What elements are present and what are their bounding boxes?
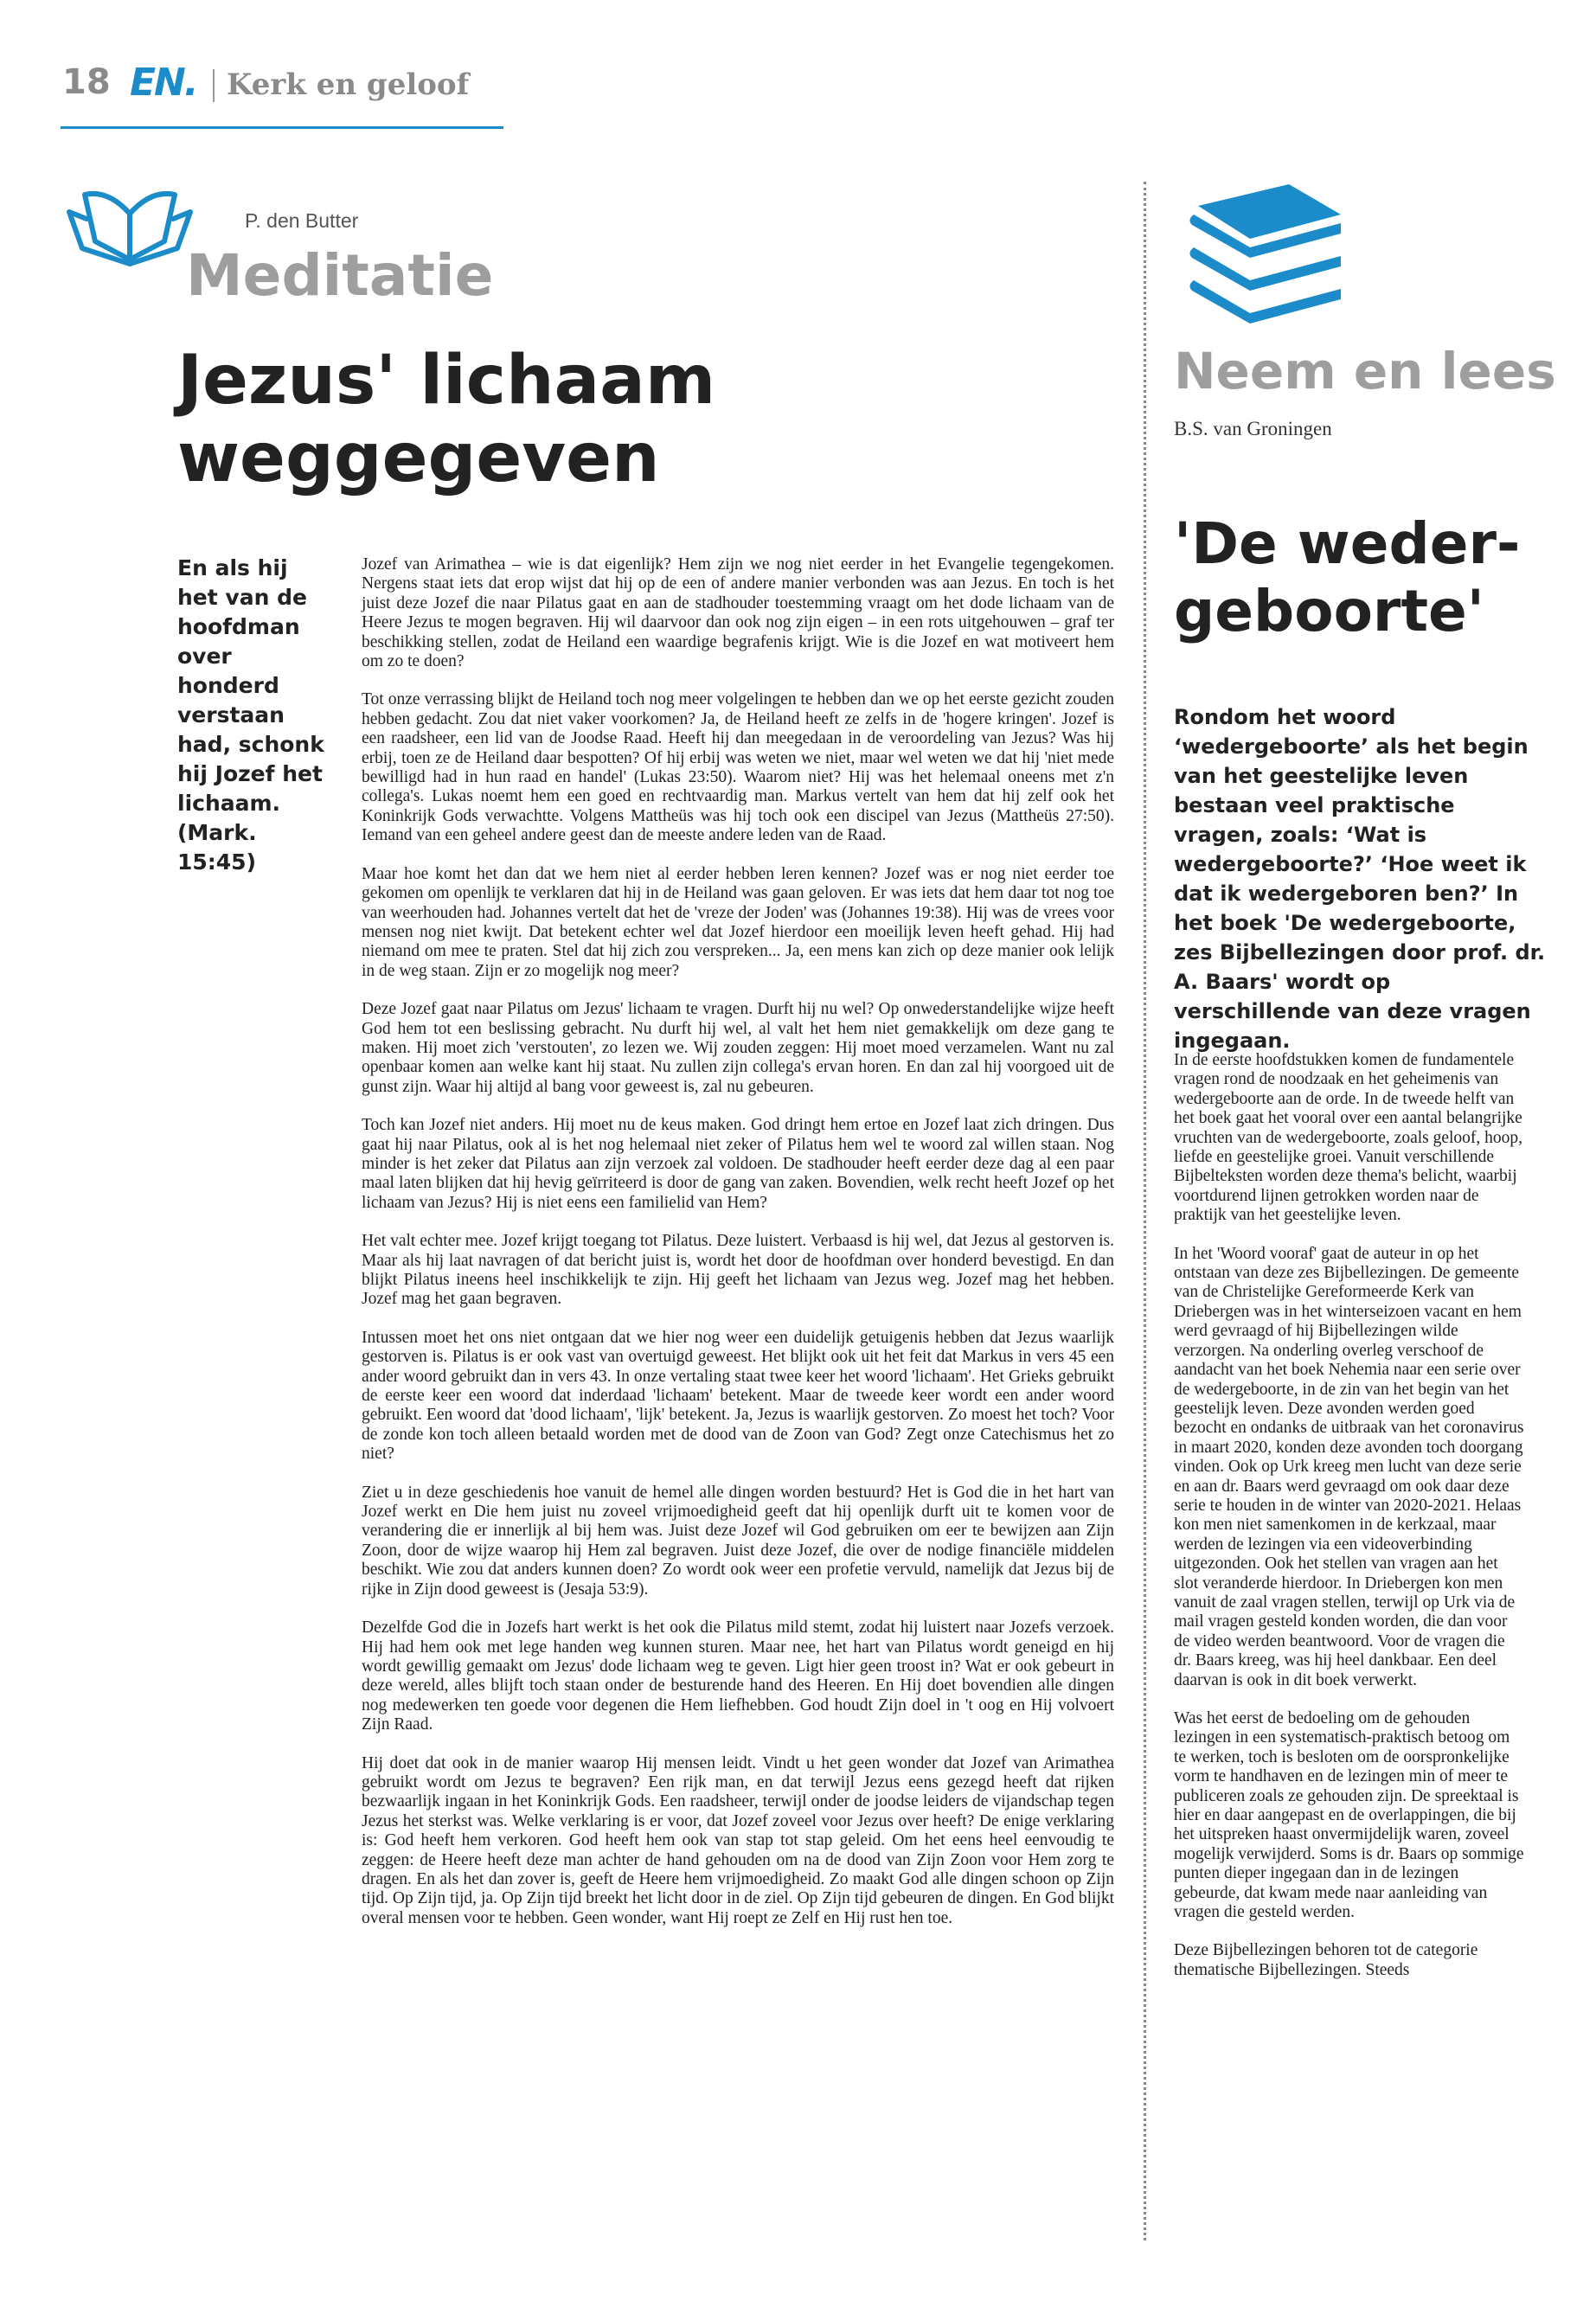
sidebar-title: [1174, 510, 1554, 645]
article-paragraph: Dezelfde God die in Jozefs hart werkt is het ook die Pilatus mild stemt, zodat hij luistert naar Jozefs verzoek. Hij had hem ook met lege handen weg kunnen sturen. Maar nee, het hart van Pilatus wordt geneigd en hij wordt gewillig gemaakt om Jezus' dode lichaam weg te geven. Ligt hier geen troost in? Wat er ook gebeurt in deze wereld, alles blijft toch staan onder de besturende hand des Heeren. En Hij doet bovendien alle dingen nog medewerken ten goede voor degenen die Hem liefhebben. God houdt Zijn doel in 't oog en Hij volvoert Zijn Raad.: [362, 1618, 1114, 1734]
article-title-line-2: weggegeven: [177, 420, 660, 497]
header-separator: [213, 69, 215, 102]
sidebar-paragraph: In het 'Woord vooraf' gaat de auteur in op het ontstaan van deze zes Bijbellezingen. De gemeente van de Christelijke Gereformeerde Kerk van Driebergen was in het winterseizoen vacant en hem werd gevraagd of hij Bijbellezingen wilde verzorgen. Na onderling overleg verschoof de aandacht van het boek Nehemia naar een serie over de wedergeboorte, in de zin van het begin van het geestelijk leven. Deze avonden werden goed bezocht en ondanks de uitbraak van het coronavirus in maart 2020, konden deze avonden toch doorgang vinden. Ook op Urk kreeg men lucht van deze serie en aan dr. Baars werd gevraagd om ook daar deze serie te houden in de winter van 2020-2021. Helaas kon men niet samenkomen in de kerkzaal, maar werden de lezingen via een videoverbinding uitgezonden. Ook het stellen van vragen aan het slot veranderde hierdoor. In Driebergen kon men vanuit de zaal vragen stellen, terwijl op Urk via de mail vragen gesteld konden worden, die dan voor de video werden beantwoord. Voor de vragen die dr. Baars kreeg, was hij heel dankbaar. Een deel daarvan is ook in dit boek verwerkt.: [1174, 1244, 1524, 1689]
open-book-heart-icon: [61, 177, 199, 272]
column-divider: [1144, 182, 1146, 2240]
article-paragraph: Ziet u in deze geschiedenis hoe vanuit de hemel alle dingen worden bestuurd? Het is God die in het hart van Jozef werkt en Die hem juist nu zoveel vrijmoedigheid geeft dat hij openlijk durft uit te komen voor de verandering die er innerlijk al bij hem was. Juist deze Jozef wil God gebruiken om eer te bewijzen aan Zijn Zoon, door de wijze waarop hij Hem zal begraven. Juist deze Jozef, die over de nodige financiële middelen beschikt. Wie zou dat anders kunnen doen? Zo wordt ook weer een profetie vervuld, namelijk dat Jezus bij de rijke in Zijn dood geweest is (Jesaja 53:9).: [362, 1483, 1114, 1599]
sidebar-lead: Rondom het woord ‘wedergeboorte’ als het begin van het geestelijke leven bestaan veel praktische vragen, zoals: ‘Wat is wedergeboorte?’ ‘Hoe weet ik dat ik wedergeboren ben?’ In het boek 'De wedergeboorte, zes Bijbellezingen door prof. dr. A. Baars' wordt op verschillende van deze vragen ingegaan.: [1174, 705, 1546, 1053]
sidebar-body: [1174, 1051, 1524, 1999]
sidebar-paragraph: Was het eerst de bedoeling om de gehouden lezingen in een systematisch-praktisch betoog om te werken, toch is besloten om de oorspronkelijke vorm te handhaven en de lezingen min of meer te publiceren zoals ze gehouden zijn. De spreektaal is hier en daar aangepast en de overlappingen, die bij het uitspreken haast onvermijdelijk waren, zoveel mogelijk verwijderd. Soms is dr. Baars op sommige punten dieper ingegaan dan in de lezingen gebeurde, dat kwam mede naar aanleiding van vragen die gesteld werden.: [1174, 1709, 1524, 1922]
sidebar-paragraph: Deze Bijbellezingen behoren tot de categorie thematische Bijbellezingen. Steeds: [1174, 1941, 1478, 1979]
article-body: [362, 555, 1114, 1947]
sidebar-kicker: Neem en lees: [1174, 342, 1556, 401]
article-paragraph: Maar hoe komt het dan dat we hem niet al eerder hebben leren kennen? Jozef was er nog niet eerder toe gekomen om openlijk te verklaren dat hij in de Heiland was gaan geloven. Er was iets dat hem daar tot nog toe van weerhouden had. Johannes vertelt dat het de 'vreze der Joden' was (Johannes 19:38). Hij was de vrees voor mensen nog niet kwijt. Dat betekent echter wel dat Jozef hierdoor een moeilijk leven heeft gehad. Hij had niemand om mee te praten. Stel dat hij zich zou verspreken... Ja, een mens kan zich op deze manier ook lelijk in de weg staan. Zijn er zo mogelijk nog meer?: [362, 864, 1114, 980]
header-rule: [61, 126, 503, 129]
article-paragraph: Het valt echter mee. Jozef krijgt toegang tot Pilatus. Deze luistert. Verbaasd is hij wel, dat Jezus al gestorven is. Maar als hij laat navragen of dat bericht juist is, wordt het door de hoofdman over honderd bevestigd. En dan blijkt Pilatus ineens heel inschikkelijk te zijn. Hij geeft het lichaam van Jezus weg. Jozef mag het hebben. Jozef mag het gaan begraven.: [362, 1232, 1114, 1309]
article-paragraph: Deze Jozef gaat naar Pilatus om Jezus' lichaam te vragen. Durft hij nu wel? Op onwederstandelijke wijze heeft God hem tot een beslissing gebracht. Nu durft hij wel, al valt het hem niet gemakkelijk om deze gang te maken. Hij moet zich 'verstouten', zo lezen we. Wij zouden zeggen: Hij moet moed verzamelen. Want nu zal openbaar komen aan welke kant hij staat. Nu zullen zijn collega's ervan horen. En dan zal hij voorgoed uit de gunst zijn. Waar hij altijd al bang voor geweest is, zal nu gebeuren.: [362, 1000, 1114, 1096]
article-kicker: Meditatie: [186, 242, 494, 309]
article-paragraph: Toch kan Jozef niet anders. Hij moet nu de keus maken. God dringt hem ertoe en Jozef laat zich dringen. Dus gaat hij naar Pilatus, ook al is het nog helemaal niet zeker of Pilatus hem wel te woord zal willen staan. Nog minder is het zeker dat Pilatus aan zijn verzoek zal voldoen. De stadhouder heeft eerder deze dag al een paar maal laten blijken dat hij hevig geïrriteerd is door de gang van zaken. Bovendien, welk recht heeft Jozef op het lichaam van Jezus? Hij is niet eens een familielid van Hem?: [362, 1116, 1114, 1212]
scripture-quote: En als hij het van de hoofdman over honderd verstaan had, schonk hij Jozef het lichaam. (Mark. 15:45): [177, 555, 324, 875]
article-author: P. den Butter: [245, 209, 359, 232]
sidebar-title-line-1: 'De weder-: [1174, 510, 1521, 577]
sidebar-paragraph: In de eerste hoofdstukken komen de fundamentele vragen rond de noodzaak en het geheimenis van wedergeboorte aan de orde. In de tweede helft van het boek gaat het vooral over een aantal belangrijke vruchten van de wedergeboorte, zoals geloof, hoop, liefde en geestelijke groei. Vanuit verschillende Bijbelteksten worden deze thema's belicht, waarbij voortdurend lijnen getrokken worden naar de praktijk van het geestelijke leven.: [1174, 1051, 1523, 1225]
book-stack-icon: [1176, 180, 1349, 331]
sidebar-title-line-2: geboorte': [1174, 578, 1485, 644]
article-title-line-1: Jezus' lichaam: [177, 342, 716, 420]
article-paragraph: Jozef van Arimathea – wie is dat eigenlijk? Hem zijn we nog niet eerder in het Evangelie tegengekomen. Nergens staat iets dat erop wijst dat hij op de een of andere manier verbonden was aan Jezus. En toch is het juist deze Jozef die naar Pilatus gaat en aan de stadhouder toestemming vraagt om het dode lichaam van de Heere Jezus te mogen begraven. Hij wil daarvoor dan ook nog zijn eigen – in een rots uitgehouwen – graf ter beschikking stellen, zodat de Heiland een waardige begrafenis krijgt. Wie is die Jozef en wat motiveert hem om zo te doen?: [362, 555, 1114, 671]
article-paragraph: Intussen moet het ons niet ontgaan dat we hier nog weer een duidelijk getuigenis hebben dat Jezus waarlijk gestorven is. Pilatus is er ook vast van overtuigd geweest. Het blijkt ook uit het feit dat Markus in vers 45 een ander woord gebruikt dan in vers 43. In onze vertaling staat twee keer het woord 'lichaam'. Het Grieks gebruikt de eerste keer een woord dat inderdaad 'lichaam' betekent. Maar de tweede keer wordt een ander woord gebruikt. Een woord dat 'dood lichaam', 'lijk' betekent. Ja, Jezus is waarlijk gestorven. Zo moest het toch? Voor de zonde kon toch alleen betaald worden met de dood van de Zoon van God? Zegt onze Catechismus het zo niet?: [362, 1328, 1114, 1464]
article-paragraph: Hij doet dat ook in de manier waarop Hij mensen leidt. Vindt u het geen wonder dat Jozef van Arimathea gebruikt wordt om Jezus te begraven? Een rijk man, en dat terwijl Jezus eens gezegd heeft dat rijken bezwaarlijk ingaan in het Koninkrijk Gods. Een raadsheer, terwijl onder de joodse leiders de vijandschap tegen Jezus het sterkst was. Welke verklaring is er voor, dat Jozef zoveel voor Jezus over heeft? De enige verklaring is: God heeft hem verkoren. God heeft hem ook van stap tot stap geleid. Om het eens heel eenvoudig te zeggen: de Heere heeft deze man achter de hand gehouden om na de dood van Zijn Zoon voor Hem zorg te dragen. En als het dan zover is, geeft de Heere hem vrijmoedigheid. Zo maakt God alle dingen schoon op Zijn tijd. Op Zijn tijd, ja. Op Zijn tijd breekt het licht door in de ziel. Op Zijn tijd gebeuren de dingen. En God blijkt overal mensen voor te hebben. Geen wonder, want Hij roept ze Zelf en Hij rust hen toe.: [362, 1753, 1114, 1927]
article-title: [177, 342, 766, 497]
page-number: 18: [62, 62, 111, 102]
en-logo: EN.: [130, 61, 197, 105]
section-name: Kerk en geloof: [227, 67, 470, 102]
article-paragraph: Tot onze verrassing blijkt de Heiland toch nog meer volgelingen te hebben dan we op het eerste gezicht zouden hebben gedacht. Zou dat niet vaker voorkomen? Ja, de Heiland heeft ze zelfs in de 'hogere kringen'. Jozef is een raadsheer, een lid van de Joodse Raad. Heeft hij dan meegedaan in de veroordeling van Jezus? Was hij erbij, toen ze de Heiland daar bespotten? Of hij erbij was weten we niet, maar wel weten we dat hij 'niet mede bewilligd had in hun raad en handel' (Lukas 23:50). Waarom niet? Hij was het helemaal oneens met z'n collega's. Lukas noemt hem een goed en rechtvaardig man. Markus vertelt van hem dat hij zelf ook het Koninkrijk Gods verwachtte. Volgens Mattheüs was hij toch ook een discipel van Jezus (Mattheüs 27:50). Iemand van een geheel andere geest dan de meeste andere leden van de Raad.: [362, 690, 1114, 845]
sidebar-author: B.S. van Groningen: [1174, 418, 1332, 439]
